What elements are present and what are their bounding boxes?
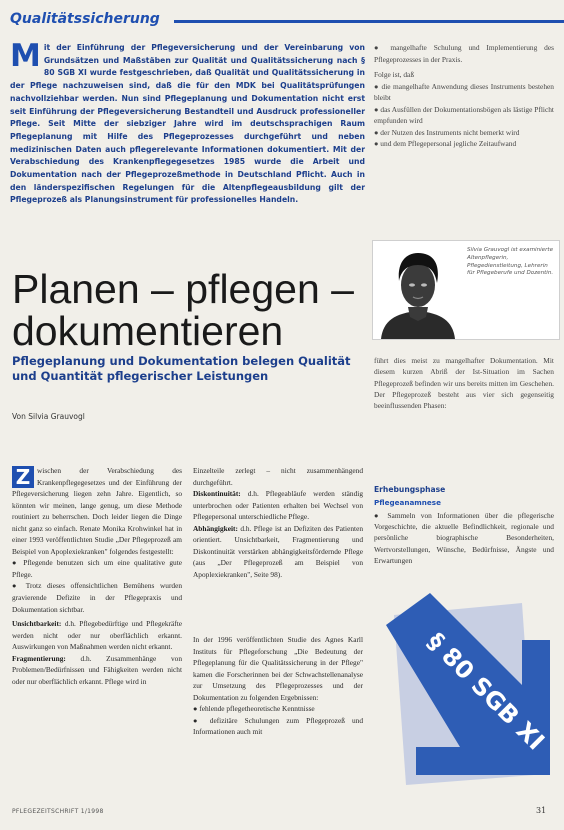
- body-dropcap: Z: [12, 466, 34, 488]
- right-top-line: Folge ist, daß: [374, 70, 415, 79]
- arrow-label: § 80 SGB XI: [421, 627, 550, 756]
- footer-journal: PFLEGEZEITSCHRIFT 1/1998: [12, 808, 104, 815]
- erhebungsphase-heading: Erhebungsphase: [374, 485, 446, 494]
- sgb-arrow-graphic: [372, 585, 558, 790]
- col1-paragraph: wischen der Verabschiedung des Krankenpflegegesetzes und der Einführung der Pflegeversicherung liegen zehn Jahre. Eigentlich, so könnten wir meinen, lange genug, um diese Methode routiniert zu beherrschen. Doch leider liegen die Dinge nicht ganz so einfach. Renate Monika Krohwinkel hat in einer 1993 veröffentlichten Studie „Der Pflegeprozeß am Beispiel von Apoplexiekranken" folgendes festgestellt:: [12, 466, 182, 556]
- term-fragmentierung: Fragmentierung:: [12, 653, 66, 663]
- col2-paragraph: In der 1996 veröffentlichten Studie des Agnes Karll Instituts für Pflegeforschung „Die Bedeutung der Pflegeplanung für die Qualitätssicherung in der Pflege" kamen die Forscherinnen bei der Schwachstellenanalyse zur Umsetzung des Pflegeprozesses und der Dokumentation zu folgenden Ergebnissen:: [193, 635, 363, 702]
- author-box: [372, 240, 560, 340]
- col1-bullet: ● Pflegende benutzen sich um eine qualitative gute Pflege.: [12, 558, 182, 579]
- pflegeanamnese-subheading: Pflegeanamnese: [374, 498, 441, 507]
- term-diskontinuitaet: Diskontinuität:: [193, 489, 241, 499]
- body-column-2-lower: [193, 634, 363, 738]
- author-photo: [373, 241, 463, 339]
- right-top-line: ● der Nutzen des Instruments nicht bemerkt wird: [374, 127, 520, 137]
- right-top-line: ● und dem Pflegepersonal jegliche Zeitaufwand: [374, 139, 517, 148]
- right-top-line: ● die mangelhafte Anwendung dieses Instruments bestehen bleibt: [374, 81, 554, 102]
- body-column-2: [193, 465, 363, 580]
- erhebung-paragraph: ● Sammeln von Informationen über die pflegerische Vorgeschichte, die aktuelle Befindlichkeit, regionale und persönliche biographische Besonderheiten, Wertvorstellungen, Wünsche, Bedürfnisse, Ängste und Erwartungen: [374, 511, 554, 565]
- col2-bullet: ● fehlende pflegetheoretische Kenntnisse: [193, 704, 315, 714]
- page-number: 31: [536, 806, 547, 815]
- right-column-middle: [374, 355, 554, 411]
- col1-paragraph: d.h. Pflegebedürftige und Pflegekräfte werden nicht oder nur oberflächlich erkannt. Auswirkungen von Maßnahmen werden nicht erkannt.: [12, 619, 182, 652]
- col1-paragraph: d.h. Zusammenhänge von Problemen/Bedürfnissen und Fähigkeiten werden nicht oder nur oberflächlich erkannt. Pflege wird in: [12, 653, 182, 686]
- intro-text: it der Einführung der Pflegeversicherung und der Vereinbarung von Grundsätzen und Maßstäben zur Qualität und Qualitätssicherung nach § 80 SGB XI wurde festgeschrieben, daß Qualität und Qualitätssicherung in der Pflege nachzuweisen sind, daß die für den MDK bei Qualitätsprüfungen nachvollziehbar werden. Nun sind Pflegeplanung und Dokumentation nicht erst seit Einführung der Pflegeversicherung Bestandteil und Ausdruck professioneller Pflege. Seit Mitte der siebziger Jahre wird im deutschsprachigen Raum Pflegeplanung mit Hilfe des Pflegeprozesses durchgeführt und neben medizinischen Daten auch pflegerelevante Informationen dokumentiert. Mit der Verabschiedung des Krankenpflegegesetzes 1985 wurde die Arbeit und Dokumentation nach der Pflegeprozeßmethode in Deutschland Pflicht. Auch in den länderspezifischen Regelungen für die Altenpflegeausbildung gilt der Pflegeprozeß als Planungsinstrument für professionelles Handeln.: [10, 43, 365, 205]
- section-label: Qualitätssicherung: [10, 11, 160, 27]
- article-byline: Von Silvia Grauvogl: [12, 412, 85, 421]
- article-title: Planen – pflegen – dokumentieren: [12, 266, 354, 354]
- col2-bullet: ● defizitäre Schulungen zum Pflegeprozeß und Informationen auch mit: [193, 715, 363, 737]
- term-abhaengigkeit: Abhängigkeit:: [193, 523, 238, 533]
- right-top-line: ● mangelhafte Schulung und Implementierung des Pflegeprozesses in der Praxis.: [374, 43, 554, 64]
- author-caption: Silvia Grauvogl ist examinierte Altenpflegerin, Pflegedienstleitung, Lehrerin für Pflegeberufe und Dozentin.: [467, 247, 554, 277]
- header-rule: [174, 20, 564, 23]
- intro-paragraph: [10, 38, 365, 207]
- term-unsichtbarkeit: Unsichtbarkeit:: [12, 619, 62, 629]
- intro-dropcap: M: [10, 38, 41, 74]
- right-column-top: [374, 42, 554, 150]
- article-subtitle: Pflegeplanung und Dokumentation belegen Qualität und Quantität pflegerischer Leistungen: [12, 354, 351, 383]
- right-mid-paragraph: führt dies meist zu mangelhafter Dokumentation. Mit diesem kurzen Abriß der Ist-Situation im Sachen Pflegeprozeß befinden wir uns bereits mitten im Geschehen. Der Pflegeprozeß besteht aus vier sich gegenseitig beeinflussenden Phasen:: [374, 356, 554, 411]
- col1-bullet: ● Trotz dieses offensichtlichen Bemühens wurden gravierende Defizite in der Pflegepraxis und Dokumentation sichtbar.: [12, 581, 182, 614]
- col2-paragraph: d.h. Pflege ist an Defiziten des Patienten orientiert. Unsichtbarkeit, Fragmentierung und Diskontinuität verstärken abhängigkeitsfördernde Pflege (aus „Der Pflegeprozeß am Beispiel von Apoplexiekranken", Seite 98).: [193, 523, 363, 579]
- col2-paragraph: d.h. Pflegeabläufe werden ständig unterbrochen oder Patienten erhalten bei Wechsel von Pflegepersonal unterschiedliche Pflege.: [193, 489, 363, 522]
- body-column-1: [12, 465, 182, 687]
- right-top-line: ● das Ausfüllen der Dokumentationsbögen als lästige Pflicht empfunden wird: [374, 104, 554, 125]
- col2-paragraph: Einzelteile zerlegt – nicht zusammenhängend durchgeführt.: [193, 466, 363, 487]
